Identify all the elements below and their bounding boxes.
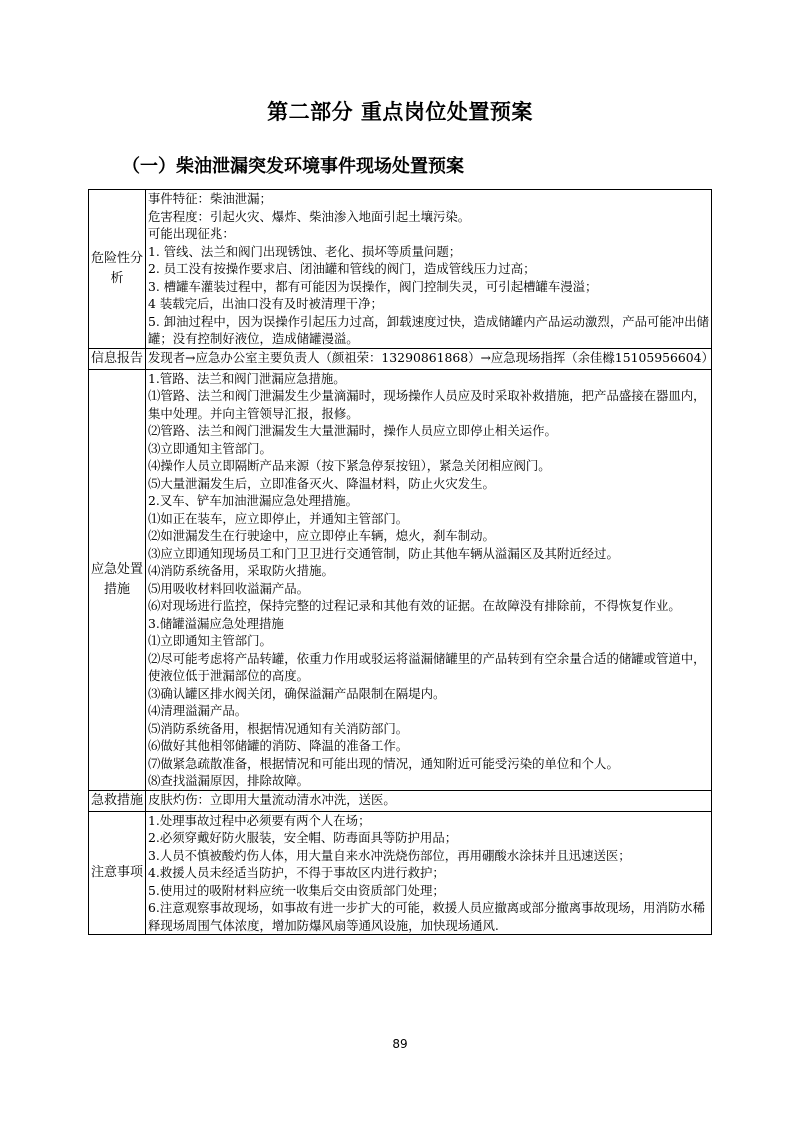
content-line: ⑺做紧急疏散准备，根据情况和可能出现的情况，通知附近可能受污染的单位和个人。 <box>148 755 619 771</box>
content-line: ⑷操作人员立即隔断产品来源（按下紧急停泵按钮），紧急关闭相应阀门。 <box>148 458 551 473</box>
section-title: （一）柴油泄漏突发环境事件现场处置预案 <box>122 156 464 177</box>
content-line: ⑴如正在装车，应立即停止，并通知主管部门。 <box>148 510 409 526</box>
content-line: 皮肤灼伤：立即用大量流动清水冲洗，送医。 <box>148 791 396 807</box>
content-line: ⑸消防系统备用，根据情况通知有关消防部门。 <box>148 720 409 736</box>
row-label-emergency-measures: 应急处置措施 <box>89 369 146 790</box>
content-line: ⑻查找溢漏原因，排除故障。 <box>148 773 310 788</box>
content-line: 危害程度：引起火灾、爆炸、柴油渗入地面引起土壤污染。 <box>148 208 471 224</box>
row-content-emergency-measures <box>146 369 712 790</box>
row-label-precautions: 注意事项 <box>89 811 146 935</box>
table-row-precautions <box>89 811 712 935</box>
disposal-plan-table <box>88 189 712 935</box>
content-line: 1. 管线、法兰和阀门出现锈蚀、老化、损坏等质量问题； <box>148 243 462 259</box>
part-title: 第二部分 重点岗位处置预案 <box>267 100 533 124</box>
content-line: 4.救援人员未经适当防护，不得于事故区内进行救护； <box>148 865 445 880</box>
content-line: ⑸大量泄漏发生后，立即准备灭火、降温材料，防止火灾发生。 <box>148 475 495 491</box>
content-line: 3. 槽罐车灌装过程中，都有可能因为误操作，阀门控制失灵，可引起槽罐车漫溢； <box>148 278 598 294</box>
content-line: ⑴管路、法兰和阀门泄漏发生少量滴漏时，现场操作人员应及时采取补救措施，把产品盛接在器皿内，集中处理。并向主管领导汇报，报修。 <box>148 388 706 421</box>
row-label-info-report: 信息报告 <box>89 348 146 369</box>
content-line: 事件特征：柴油泄漏； <box>148 191 272 206</box>
content-line: 5. 卸油过程中，因为误操作引起压力过高，卸载速度过快，造成储罐内产品运动激烈，产品可能冲出储罐；没有控制好液位，造成储罐漫溢。 <box>148 313 709 346</box>
content-line: 4 装载完后，出油口没有及时被清理干净； <box>148 296 383 311</box>
content-line: ⑷清理溢漏产品。 <box>148 703 248 718</box>
table-row-info-report <box>89 348 712 369</box>
content-line: 2. 员工没有按操作要求启、闭油罐和管线的阀门，造成管线压力过高； <box>148 261 536 276</box>
content-line: 发现者→应急办公室主要负责人（颜祖荣：13290861868）→应急现场指挥（余佳橼15105956604） <box>148 349 714 365</box>
content-line: ⑶确认罐区排水阀关闭，确保溢漏产品限制在隔堤内。 <box>148 685 446 701</box>
content-line: ⑸用吸收材料回收溢漏产品。 <box>148 580 310 596</box>
table-row-risk-analysis <box>89 190 712 349</box>
page-number: 89 <box>392 1037 408 1051</box>
content-line: ⑵管路、法兰和阀门泄漏发生大量泄漏时，操作人员应立即停止相关运作。 <box>148 423 557 438</box>
table-row-emergency-measures <box>89 369 712 790</box>
row-content-first-aid <box>146 790 712 811</box>
content-line: 2.必须穿戴好防火服装，安全帽、防毒面具等防护用品； <box>148 830 458 845</box>
row-content-risk-analysis <box>146 190 712 349</box>
content-line: 2.叉车、铲车加油泄漏应急处理措施。 <box>148 493 359 508</box>
content-line: ⑷消防系统备用，采取防火措施。 <box>148 563 334 578</box>
content-line: ⑹做好其他相邻储罐的消防、降温的准备工作。 <box>148 738 409 753</box>
row-content-info-report <box>146 348 712 369</box>
content-line: ⑶立即通知主管部门。 <box>148 440 272 456</box>
content-line: 1.处理事故过程中必须要有两个人在场； <box>148 812 371 828</box>
table-row-first-aid <box>89 790 712 811</box>
row-label-first-aid: 急救措施 <box>89 790 146 811</box>
content-line: ⑵如泄漏发生在行驶途中，应立即停止车辆，熄火，刹车制动。 <box>148 528 495 543</box>
content-line: 1.管路、法兰和阀门泄漏应急措施。 <box>148 370 346 386</box>
content-line: ⑶应立即通知现场员工和门卫卫进行交通管制，防止其他车辆从溢漏区及其附近经过。 <box>148 545 619 561</box>
content-line: 6.注意观察事故现场，如事故有进一步扩大的可能，救援人员应撤离或部分撤离事故现场，用消防水稀释现场周围气体浓度，增加防爆风扇等通风设施，加快现场通风. <box>148 900 706 933</box>
row-label-risk-analysis: 危险性分析 <box>89 190 146 349</box>
content-line: ⑹对现场进行监控，保持完整的过程记录和其他有效的证据。在故障没有排除前，不得恢复作业。 <box>148 598 681 613</box>
content-line: 3.人员不慎被酸灼伤人体，用大量自来水冲洗烧伤部位，再用硼酸水涂抹并且迅速送医； <box>148 847 631 863</box>
content-line: 3.储罐溢漏应急处理措施 <box>148 615 284 631</box>
content-line: ⑵尽可能考虑将产品转罐，依重力作用或驳运将溢漏储罐里的产品转到有空余量合适的储罐或管道中，使液位低于泄漏部位的高度。 <box>148 650 706 683</box>
content-line: 5.使用过的吸附材料应统一收集后交由资质部门处理； <box>148 882 445 898</box>
content-line: 可能出现征兆： <box>148 226 235 241</box>
content-line: ⑴立即通知主管部门。 <box>148 633 272 648</box>
row-content-precautions <box>146 811 712 935</box>
